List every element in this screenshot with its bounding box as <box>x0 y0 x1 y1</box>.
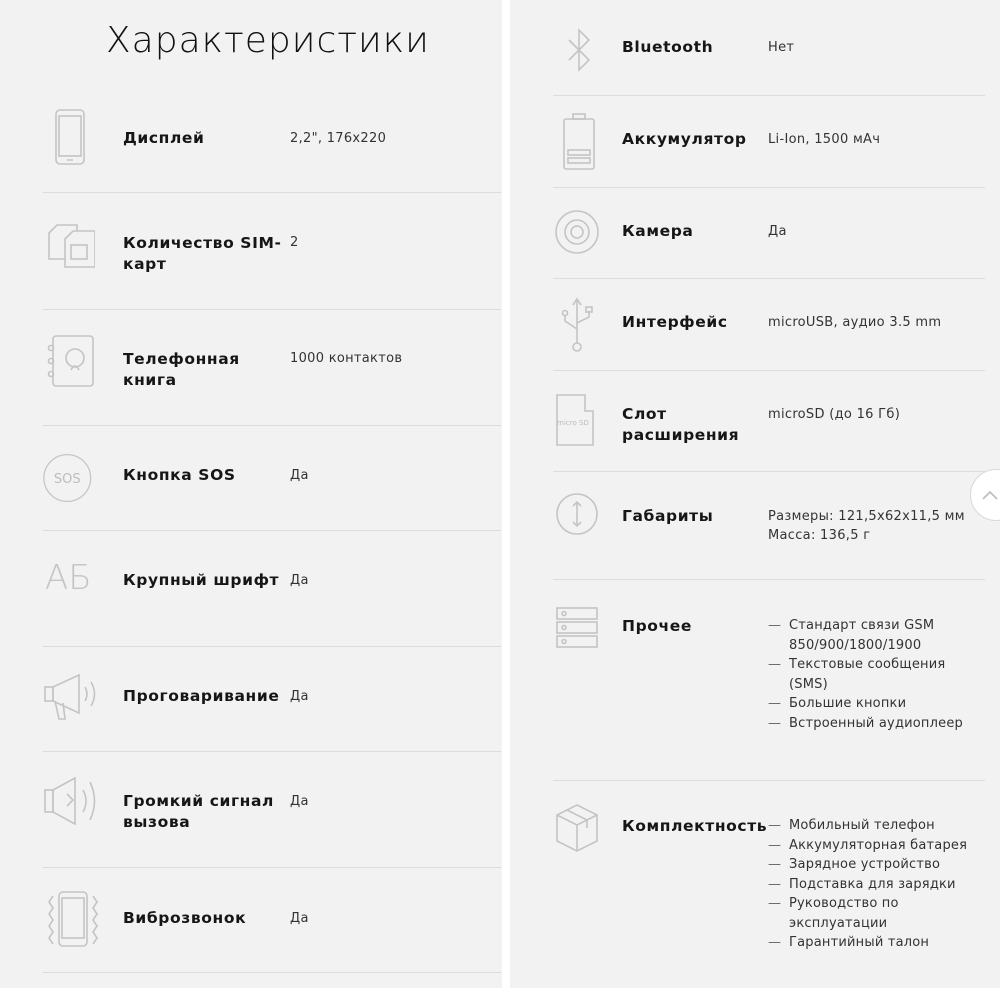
spec-row-phonebook <box>43 310 501 426</box>
sos-icon <box>43 448 95 508</box>
spec-label: Прочее <box>622 617 692 635</box>
page-title: Характеристики <box>106 20 430 61</box>
spec-row-other <box>553 580 985 781</box>
spec-label: Интерфейс <box>622 313 728 331</box>
spec-row-dimensions <box>553 472 985 580</box>
spec-value-size: Размеры: 121,5x62x11,5 мм <box>768 509 965 524</box>
spec-list-package <box>768 816 983 953</box>
box-icon <box>553 801 605 861</box>
phone-display-icon <box>43 108 95 168</box>
spec-value: 1000 контактов <box>290 351 403 366</box>
spec-label: Кнопка SOS <box>123 466 236 484</box>
megaphone-icon <box>43 667 103 727</box>
spec-label: Громкий сигнал вызова <box>123 792 274 831</box>
microsd-icon <box>553 391 605 451</box>
spec-label: Камера <box>622 222 694 240</box>
large-font-icon <box>43 547 103 607</box>
spec-row-slot <box>553 371 985 472</box>
spec-row-battery <box>553 96 985 188</box>
spec-row-sos <box>43 426 501 531</box>
spec-row-bluetooth <box>553 0 985 96</box>
list-item: — Мобильный телефон <box>768 816 983 836</box>
list-item: — Текстовые сообщения (SMS) <box>768 655 983 694</box>
spec-row-font <box>43 531 501 647</box>
spec-value: microSD (до 16 Гб) <box>768 407 901 422</box>
spec-label: Аккумулятор <box>622 130 747 148</box>
spec-value: Да <box>290 689 309 704</box>
loud-speaker-icon <box>43 772 103 832</box>
spec-row-interface <box>553 279 985 371</box>
spec-label: Слот расширения <box>622 405 740 444</box>
spec-row-camera <box>553 188 985 279</box>
bluetooth-icon <box>553 22 605 82</box>
spec-label: Дисплей <box>123 129 205 147</box>
divider <box>43 972 501 973</box>
list-item: — Подставка для зарядки <box>768 875 983 895</box>
spec-value: Нет <box>768 40 795 55</box>
spec-label: Комплектность <box>622 817 768 835</box>
spec-row-voice <box>43 647 501 752</box>
spec-list-other <box>768 616 983 733</box>
battery-icon <box>553 112 605 172</box>
list-item: — Руководство по эксплуатации <box>768 894 983 933</box>
spec-label: Габариты <box>622 507 714 525</box>
list-item: — Большие кнопки <box>768 694 983 714</box>
spec-value: microUSB, аудио 3.5 mm <box>768 315 942 330</box>
list-item: — Зарядное устройство <box>768 855 983 875</box>
spec-label: Bluetooth <box>622 38 714 56</box>
usb-icon <box>553 295 605 355</box>
sim-cards-icon <box>43 217 95 277</box>
svg-text:АБ: АБ <box>45 558 92 598</box>
spec-value: Да <box>290 573 309 588</box>
spec-value: Да <box>290 794 309 809</box>
vibration-icon <box>43 890 103 950</box>
list-item: — Стандарт связи GSM 850/900/1800/1900 <box>768 616 983 655</box>
spec-label: Количество SIM-карт <box>123 234 282 273</box>
chevron-up-icon <box>979 484 1000 506</box>
spec-row-package <box>553 781 985 971</box>
spec-value: Да <box>290 911 309 926</box>
spec-value: Li-Ion, 1500 мАч <box>768 132 881 147</box>
list-item: — Встроенный аудиоплеер <box>768 714 983 734</box>
spec-row-loud <box>43 752 501 868</box>
phonebook-icon <box>43 332 95 392</box>
spec-label: Телефонная книга <box>123 350 240 389</box>
svg-text:micro SD: micro SD <box>557 419 589 427</box>
camera-icon <box>553 202 605 262</box>
server-list-icon <box>553 604 605 664</box>
spec-row-sim <box>43 193 501 310</box>
spec-value-weight: Масса: 136,5 г <box>768 528 871 543</box>
spec-value: 2,2", 176x220 <box>290 131 387 146</box>
spec-label: Виброзвонок <box>123 909 247 927</box>
spec-row-display <box>43 100 501 193</box>
spec-label: Проговаривание <box>123 687 280 705</box>
spec-value: 2 <box>290 235 299 250</box>
svg-text:SOS: SOS <box>53 472 81 488</box>
list-item: — Аккумуляторная батарея <box>768 836 983 856</box>
spec-label: Крупный шрифт <box>123 571 280 589</box>
spec-value: Да <box>768 224 787 239</box>
list-item: — Гарантийный талон <box>768 933 983 953</box>
dimensions-icon <box>553 490 605 550</box>
spec-value: Да <box>290 468 309 483</box>
spec-row-vibro <box>43 868 501 973</box>
